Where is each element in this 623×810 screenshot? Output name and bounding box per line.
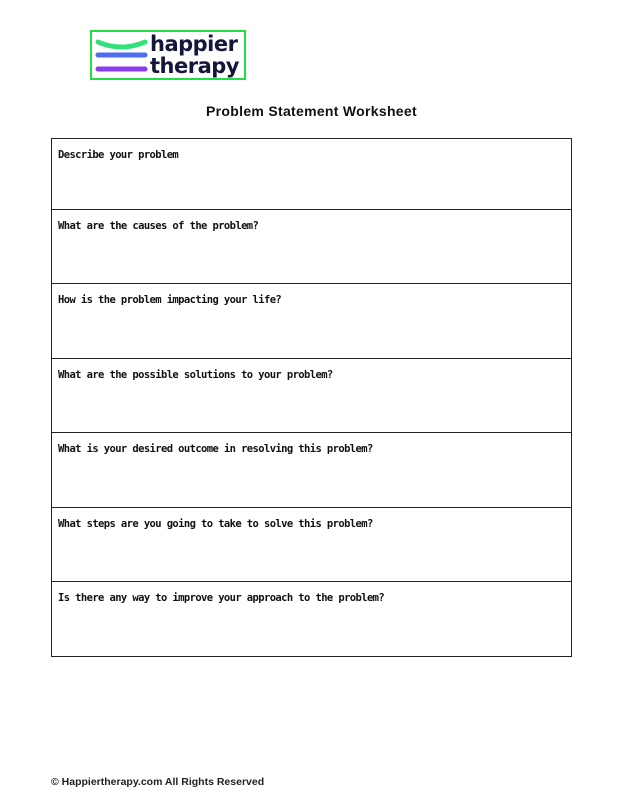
prompt-label: What is your desired outcome in resolving this problem? bbox=[58, 443, 373, 456]
prompt-label: How is the problem impacting your life? bbox=[58, 294, 282, 307]
worksheet-row-solutions[interactable] bbox=[52, 359, 571, 433]
wave-icon bbox=[95, 35, 149, 77]
prompt-label: Describe your problem bbox=[58, 149, 179, 161]
worksheet-row-steps[interactable] bbox=[52, 508, 571, 582]
worksheet-row-outcome[interactable] bbox=[52, 433, 571, 507]
worksheet-table bbox=[51, 138, 572, 657]
worksheet-row-causes[interactable] bbox=[52, 210, 571, 284]
logo-line-2: therapy bbox=[150, 54, 239, 78]
prompt-label: What are the causes of the problem? bbox=[58, 220, 259, 232]
prompt-label: What are the possible solutions to your problem? bbox=[58, 368, 333, 381]
logo-wordmark bbox=[150, 33, 239, 77]
prompt-label: Is there any way to improve your approach to the problem? bbox=[58, 591, 385, 604]
page-title: Problem Statement Worksheet bbox=[206, 103, 417, 119]
worksheet-row-problem[interactable] bbox=[52, 139, 571, 210]
logo-line-1: happier bbox=[150, 32, 238, 56]
prompt-label: What steps are you going to take to solve this problem? bbox=[58, 517, 373, 530]
worksheet-row-improve[interactable] bbox=[52, 582, 571, 656]
worksheet-row-impact[interactable] bbox=[52, 284, 571, 358]
copyright-footer: © Happiertherapy.com All Rights Reserved bbox=[51, 776, 265, 788]
brand-logo bbox=[90, 30, 246, 80]
